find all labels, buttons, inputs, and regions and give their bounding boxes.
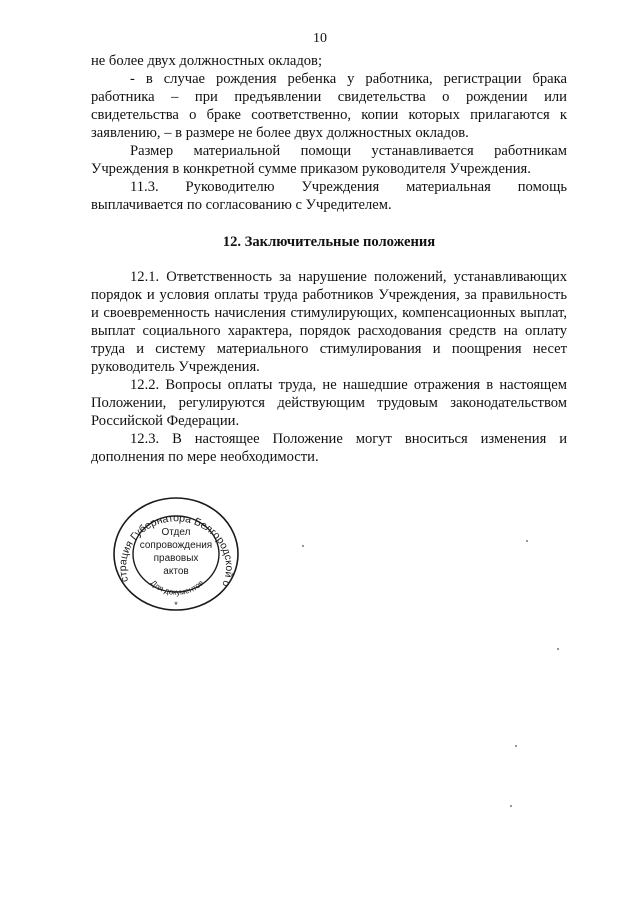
section-12-body [91,268,567,466]
scan-speck [526,540,528,542]
stamp-center-line2: сопровождения [139,540,213,551]
stamp-center-line1: Отдел [161,527,191,538]
stamp-graphic [111,495,241,613]
stamp-center-line3: правовых [153,553,199,564]
section-12 [91,233,567,251]
scan-speck [510,805,512,807]
section-heading: 12. Заключительные положения [222,234,436,250]
scan-speck [515,745,517,747]
page-number: 10 [313,31,327,46]
paragraph-birth-marriage: - в случае рождения ребенка у работника, регистрации брака работника – при предъявлении свидетельства о рождении или свидетельства о браке соответственно, копии которых прилагаются к заявлению, – в размере не более двух должностных окладов. [91,71,567,141]
official-stamp [111,495,241,613]
paragraph-11-3: 11.3. Руководителю Учреждения материальная помощь выплачивается по согласованию с Учредителем. [91,179,567,213]
paragraph-continuation: не более двух должностных окладов; [91,53,323,69]
stamp-inner-text: Для документов [148,578,206,597]
stamp-center-line4: актов [163,566,189,577]
paragraph-aid-amount: Размер материальной помощи устанавливается работникам Учреждения в конкретной сумме приказом руководителя Учреждения. [91,143,567,177]
text-block-continuation [91,52,567,214]
paragraph-12-1: 12.1. Ответственность за нарушение положений, устанавливающих порядок и условия оплаты труда работников Учреждения, за правильность и своевременность начисления стимулирующих, компенсационных выплат, выплат социального характера, порядок расходования средств на оплату труда и систему материального стимулирования и поощрения несет руководитель Учреждения. [91,269,567,375]
scan-speck [557,648,559,650]
stamp-star: * [174,600,178,610]
scan-speck [302,545,304,547]
paragraph-12-2: 12.2. Вопросы оплаты труда, не нашедшие отражения в настоящем Положении, регулируются действующим трудовым законодательством Российской Федерации. [91,377,567,429]
paragraph-12-3: 12.3. В настоящее Положение могут вноситься изменения и дополнения по мере необходимости. [91,431,567,465]
stamp-outer-text: страция Губернатора Белгородской о [116,512,236,589]
